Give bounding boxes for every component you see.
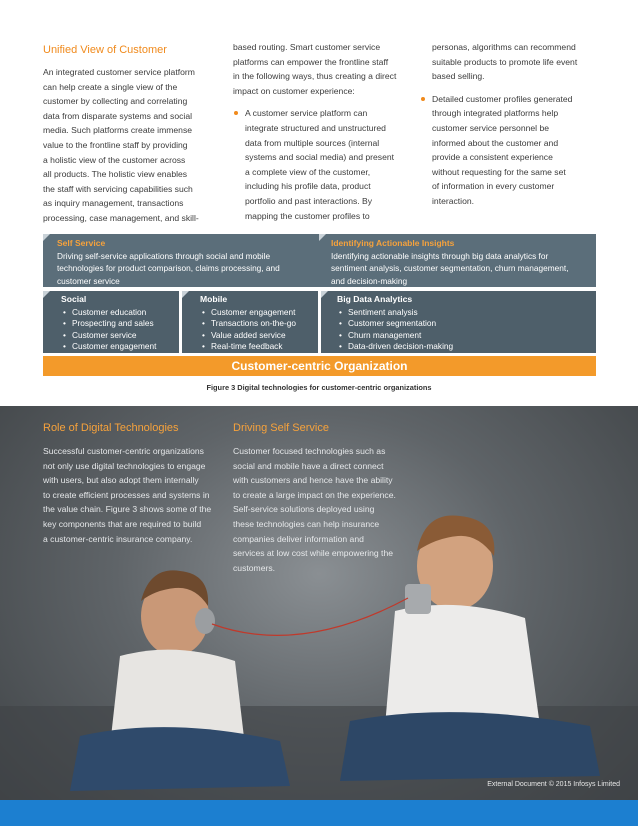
text-line: customer service personnel be	[432, 122, 550, 133]
unified-view-body	[43, 65, 213, 226]
list-item: • Customer segmentation	[348, 318, 596, 330]
children-tin-can-phone-photo	[0, 406, 638, 826]
bullet-item	[420, 92, 600, 209]
unified-view-column	[43, 43, 213, 226]
text-line: provide a consistent experience	[432, 152, 553, 163]
figure-boxes-row	[43, 291, 596, 353]
big-data-box	[321, 291, 596, 353]
list-item: • Data-driven decision-making	[348, 341, 596, 353]
text-line: Detailed customer profiles generated	[432, 93, 573, 104]
text-line: the staff with servicing capabilities such	[43, 183, 193, 194]
social-box	[43, 291, 179, 353]
text-line: with users, but also adopt them internally	[43, 475, 199, 486]
text-line: social and mobile have a direct connect	[233, 460, 384, 471]
text-line: a customer-centric insurance company.	[43, 533, 193, 544]
text-line: customers.	[233, 562, 276, 573]
text-line: systems and social media) and present	[245, 152, 395, 163]
self-service-block	[57, 237, 317, 287]
list-item: • Value added service	[211, 330, 318, 342]
social-title: Social	[61, 294, 87, 304]
list-item: • Customer engagement	[72, 341, 179, 353]
text-line: customer service	[57, 275, 120, 286]
text-line: portfolio and past interactions. By	[245, 195, 373, 206]
text-line: media. Such platforms create immense	[43, 125, 193, 136]
mobile-title: Mobile	[200, 294, 228, 304]
profiles-column	[420, 40, 600, 209]
text-line: as inquiry management, transactions	[43, 198, 184, 209]
corner-decoration	[43, 234, 50, 241]
list-item: • Prospecting and sales	[72, 318, 179, 330]
list-item: • Real-time feedback	[211, 341, 318, 353]
text-line: services at low cost while empowering the	[233, 548, 394, 559]
mobile-box	[182, 291, 318, 353]
copyright-footer: External Document © 2015 Infosys Limited	[487, 781, 620, 788]
text-line: with customers and hence have the ability	[233, 475, 393, 486]
text-line: platforms can empower the frontline staff	[233, 56, 389, 67]
corner-decoration	[43, 291, 50, 298]
list-item: • Customer education	[72, 307, 179, 319]
text-line: An integrated customer service platform	[43, 67, 195, 77]
text-line: integrate structured and unstructured	[245, 122, 386, 133]
text-line: Customer focused technologies such as	[233, 446, 386, 456]
customer-centric-banner: Customer-centric Organization	[43, 356, 596, 376]
text-line: Driving self-service applications through social and mobile	[57, 250, 271, 261]
actionable-insights-title: Identifying Actionable Insights	[331, 238, 455, 248]
text-line: technologies for product comparison, claims processing, and	[57, 263, 280, 273]
text-line: Self-service solutions deployed using	[233, 504, 375, 515]
text-line: to create a large impact on the experience.	[233, 489, 396, 500]
corner-decoration	[182, 291, 189, 298]
text-line: a holistic view of the customer across	[43, 154, 186, 165]
bullet-item	[233, 106, 413, 223]
text-line: data from disparate systems and social	[43, 110, 193, 121]
text-line: in the following ways, thus creating a direct	[233, 71, 397, 82]
text-line: based routing. Smart customer service	[233, 42, 381, 52]
bottom-blue-strip	[0, 800, 638, 826]
self-service-title: Self Service	[57, 238, 106, 248]
text-line: informed about the customer and	[432, 137, 559, 148]
text-line: suitable products to promote life event	[432, 56, 578, 67]
list-item: • Transactions on-the-go	[211, 318, 318, 330]
text-line: through integrated platforms help	[432, 108, 559, 119]
text-line: companies deliver information and	[233, 533, 364, 544]
corner-decoration	[319, 234, 326, 241]
figure-top-band	[43, 234, 596, 287]
text-line: Successful customer-centric organizations	[43, 446, 204, 456]
text-line: based selling.	[432, 71, 485, 82]
text-line: value to the frontline staff by providing	[43, 139, 188, 150]
text-line: a complete view of the customer,	[245, 166, 371, 177]
text-line: of information in every customer	[432, 181, 555, 192]
text-line: all products. The holistic view enables	[43, 169, 188, 180]
figure-caption: Figure 3 Digital technologies for customer-centric organizations	[206, 383, 432, 392]
text-line: impact on customer experience:	[233, 85, 355, 96]
driving-self-service-title: Driving Self Service	[233, 422, 329, 434]
text-line: not only use digital technologies to engage	[43, 460, 206, 471]
text-line: and decision-making	[331, 275, 408, 286]
list-item: • Sentiment analysis	[348, 307, 596, 319]
big-data-title: Big Data Analytics	[337, 294, 413, 304]
driving-self-service-column	[233, 421, 413, 575]
text-line: interaction.	[432, 195, 475, 206]
continued-text	[420, 40, 600, 84]
text-line: can help create a single view of the	[43, 81, 178, 92]
text-line: these technologies can help insurance	[233, 518, 380, 529]
text-line: processing, case management, and skill-	[43, 212, 199, 223]
unified-view-title: Unified View of Customer	[43, 44, 167, 56]
empower-column	[233, 40, 413, 223]
text-line: to create efficient processes and systems in	[43, 489, 210, 500]
text-line: including his profile data, product	[245, 181, 371, 192]
corner-decoration	[321, 291, 328, 298]
text-line: mapping the customer profiles to	[245, 210, 370, 221]
list-item: • Customer service	[72, 330, 179, 342]
text-line: customer by collecting and correlating	[43, 96, 188, 107]
role-digital-column	[43, 421, 228, 546]
actionable-insights-block	[331, 237, 593, 287]
text-line: Identifying actionable insights through big data analytics for	[331, 250, 549, 261]
text-line: A customer service platform can	[245, 108, 368, 119]
text-line: data from multiple sources (internal	[245, 137, 380, 148]
list-item: • Churn management	[348, 330, 596, 342]
text-line: personas, algorithms can recommend	[432, 42, 576, 52]
text-line: sentiment analysis, customer segmentation, churn management,	[331, 263, 569, 273]
text-line: without requesting for the same set	[432, 166, 566, 177]
role-digital-title: Role of Digital Technologies	[43, 422, 179, 434]
text-line: key components that are required to build	[43, 518, 202, 529]
list-item: • Customer engagement	[211, 307, 318, 319]
text-line: the value chain. Figure 3 shows some of the	[43, 504, 212, 515]
